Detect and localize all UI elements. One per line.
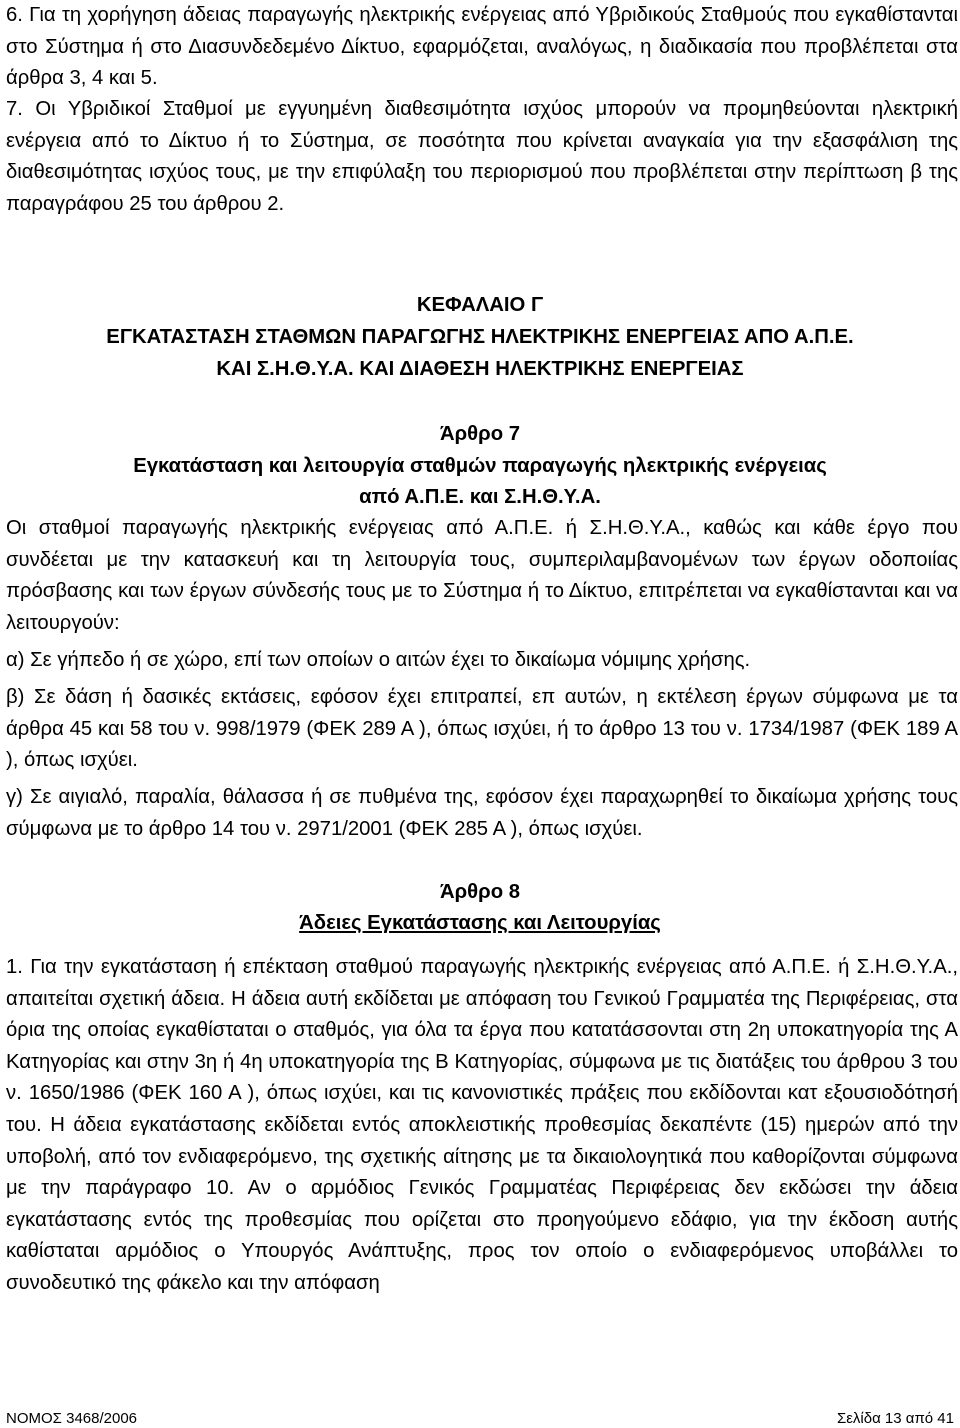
- article-7-title-line-2: από Α.Π.Ε. και Σ.Η.Θ.Υ.Α.: [359, 486, 601, 508]
- article-8-paragraph-1: 1. Για την εγκατάσταση ή επέκταση σταθμού παραγωγής ηλεκτρικής ενέργειας από Α.Π.Ε. ή Σ.Η.Θ.Υ.Α., απαιτείται σχετική άδεια. Η άδεια αυτή εκδίδεται με απόφαση του Γενικού Γραμματέα της Περιφέρειας, στα όρια της οποίας εγκαθίσταται ο σταθμός, για όλα τα έργα που κατατάσσονται στη 2η υποκατηγορία της Α Κατηγορίας και στην 3η ή 4η υποκατηγορία της Β Κατηγορίας, σύμφωνα με τις διατάξεις του άρθρου 3 του ν. 1650/1986 (ΦΕΚ 160 Α ), όπως ισχύει, και τις κανονιστικές πράξεις που εκδίδονται κατ εξουσιοδότησή του. Η άδεια εγκατάστασης εκδίδεται εντός αποκλειστικής προθεσμίας δεκαπέντε (15) ημερών από την υποβολή, από τον ενδιαφερόμενο, της σχετικής αίτησης με τα δικαιολογητικά που καθορίζονται σύμφωνα με την παράγραφο 10. Αν ο αρμόδιος Γενικός Γραμματέας Περιφέρειας δεν εκδώσει την άδεια εγκατάστασης εντός της προθεσμίας που ορίζεται στο προηγούμενο εδάφιο, για την έκδοση αυτής καθίσταται αρμόδιος ο Υπουργός Ανάπτυξης, προς τον οποίο ο ενδιαφερόμενος υποβάλλει το συνοδευτικό της φάκελο και την απόφαση: [6, 956, 958, 1294]
- chapter-title-line-1: ΕΓΚΑΤΑΣΤΑΣΗ ΣΤΑΘΜΩΝ ΠΑΡΑΓΩΓΗΣ ΗΛΕΚΤΡΙΚΗΣ ΕΝΕΡΓΕΙΑΣ ΑΠΟ Α.Π.Ε.: [106, 326, 854, 348]
- paragraph-6: 6. Για τη χορήγηση άδειας παραγωγής ηλεκτρικής ενέργειας από Υβριδικούς Σταθμούς που εγκαθίστανται στο Σύστημα ή στο Διασυνδεδεμένο Δίκτυο, εφαρμόζεται, αναλόγως, η διαδικασία που προβλέπεται στα άρθρα 3, 4 και 5.: [6, 4, 958, 90]
- article-8-heading: Άρθρο 8: [439, 881, 520, 903]
- footer-law-number: ΝΟΜΟΣ 3468/2006: [6, 1410, 138, 1427]
- article-7-item-c: γ) Σε αιγιαλό, παραλία, θάλασσα ή σε πυθμένα της, εφόσον έχει παραχωρηθεί το δικαίωμα χρήσης τους σύμφωνα με το άρθρο 14 του ν. 2971/2001 (ΦΕΚ 285 Α ), όπως ισχύει.: [6, 786, 958, 840]
- article-7-title-line-1: Εγκατάσταση και λειτουργία σταθμών παραγωγής ηλεκτρικής ενέργειας: [133, 455, 827, 477]
- article-8-title: Άδειες Εγκατάστασης και Λειτουργίας: [299, 912, 661, 934]
- article-7-intro: Οι σταθμοί παραγωγής ηλεκτρικής ενέργειας από Α.Π.Ε. ή Σ.Η.Θ.Υ.Α., καθώς και κάθε έργο που συνδέεται με την κατασκευή και τη λειτουργία τους, συμπεριλαμβανομένων των έργων οδοποιίας πρόσβασης και των έργων σύνδεσής τους με το Σύστημα ή το Δίκτυο, επιτρέπεται να εγκαθίστανται και να λειτουργούν:: [6, 517, 958, 634]
- footer-page-number: Σελίδα 13 από 41: [836, 1410, 954, 1427]
- chapter-label: ΚΕΦΑΛΑΙΟ Γ: [416, 294, 544, 316]
- chapter-title-line-2: ΚΑΙ Σ.Η.Θ.Υ.Α. ΚΑΙ ΔΙΑΘΕΣΗ ΗΛΕΚΤΡΙΚΗΣ ΕΝΕΡΓΕΙΑΣ: [216, 358, 744, 380]
- article-7-item-b: β) Σε δάση ή δασικές εκτάσεις, εφόσον έχει επιτραπεί, επ αυτών, η εκτέλεση έργων σύμφωνα με τα άρθρα 45 και 58 του ν. 998/1979 (ΦΕΚ 289 Α ), όπως ισχύει, ή το άρθρο 13 του ν. 1734/1987 (ΦΕΚ 189 Α ), όπως ισχύει.: [6, 686, 958, 772]
- article-7-heading: Άρθρο 7: [439, 423, 520, 445]
- paragraph-7: 7. Οι Υβριδικοί Σταθμοί με εγγυημένη διαθεσιμότητα ισχύος μπορούν να προμηθεύονται ηλεκτρική ενέργεια από το Δίκτυο ή το Σύστημα, σε ποσότητα που κρίνεται αναγκαία για την εξασφάλιση της διαθεσιμότητας ισχύος τους, με την επιφύλαξη του περιορισμού που προβλέπεται στην περίπτωση β της παραγράφου 25 του άρθρου 2.: [6, 98, 958, 215]
- article-7-item-a: α) Σε γήπεδο ή σε χώρο, επί των οποίων ο αιτών έχει το δικαίωμα νόμιμης χρήσης.: [6, 649, 751, 671]
